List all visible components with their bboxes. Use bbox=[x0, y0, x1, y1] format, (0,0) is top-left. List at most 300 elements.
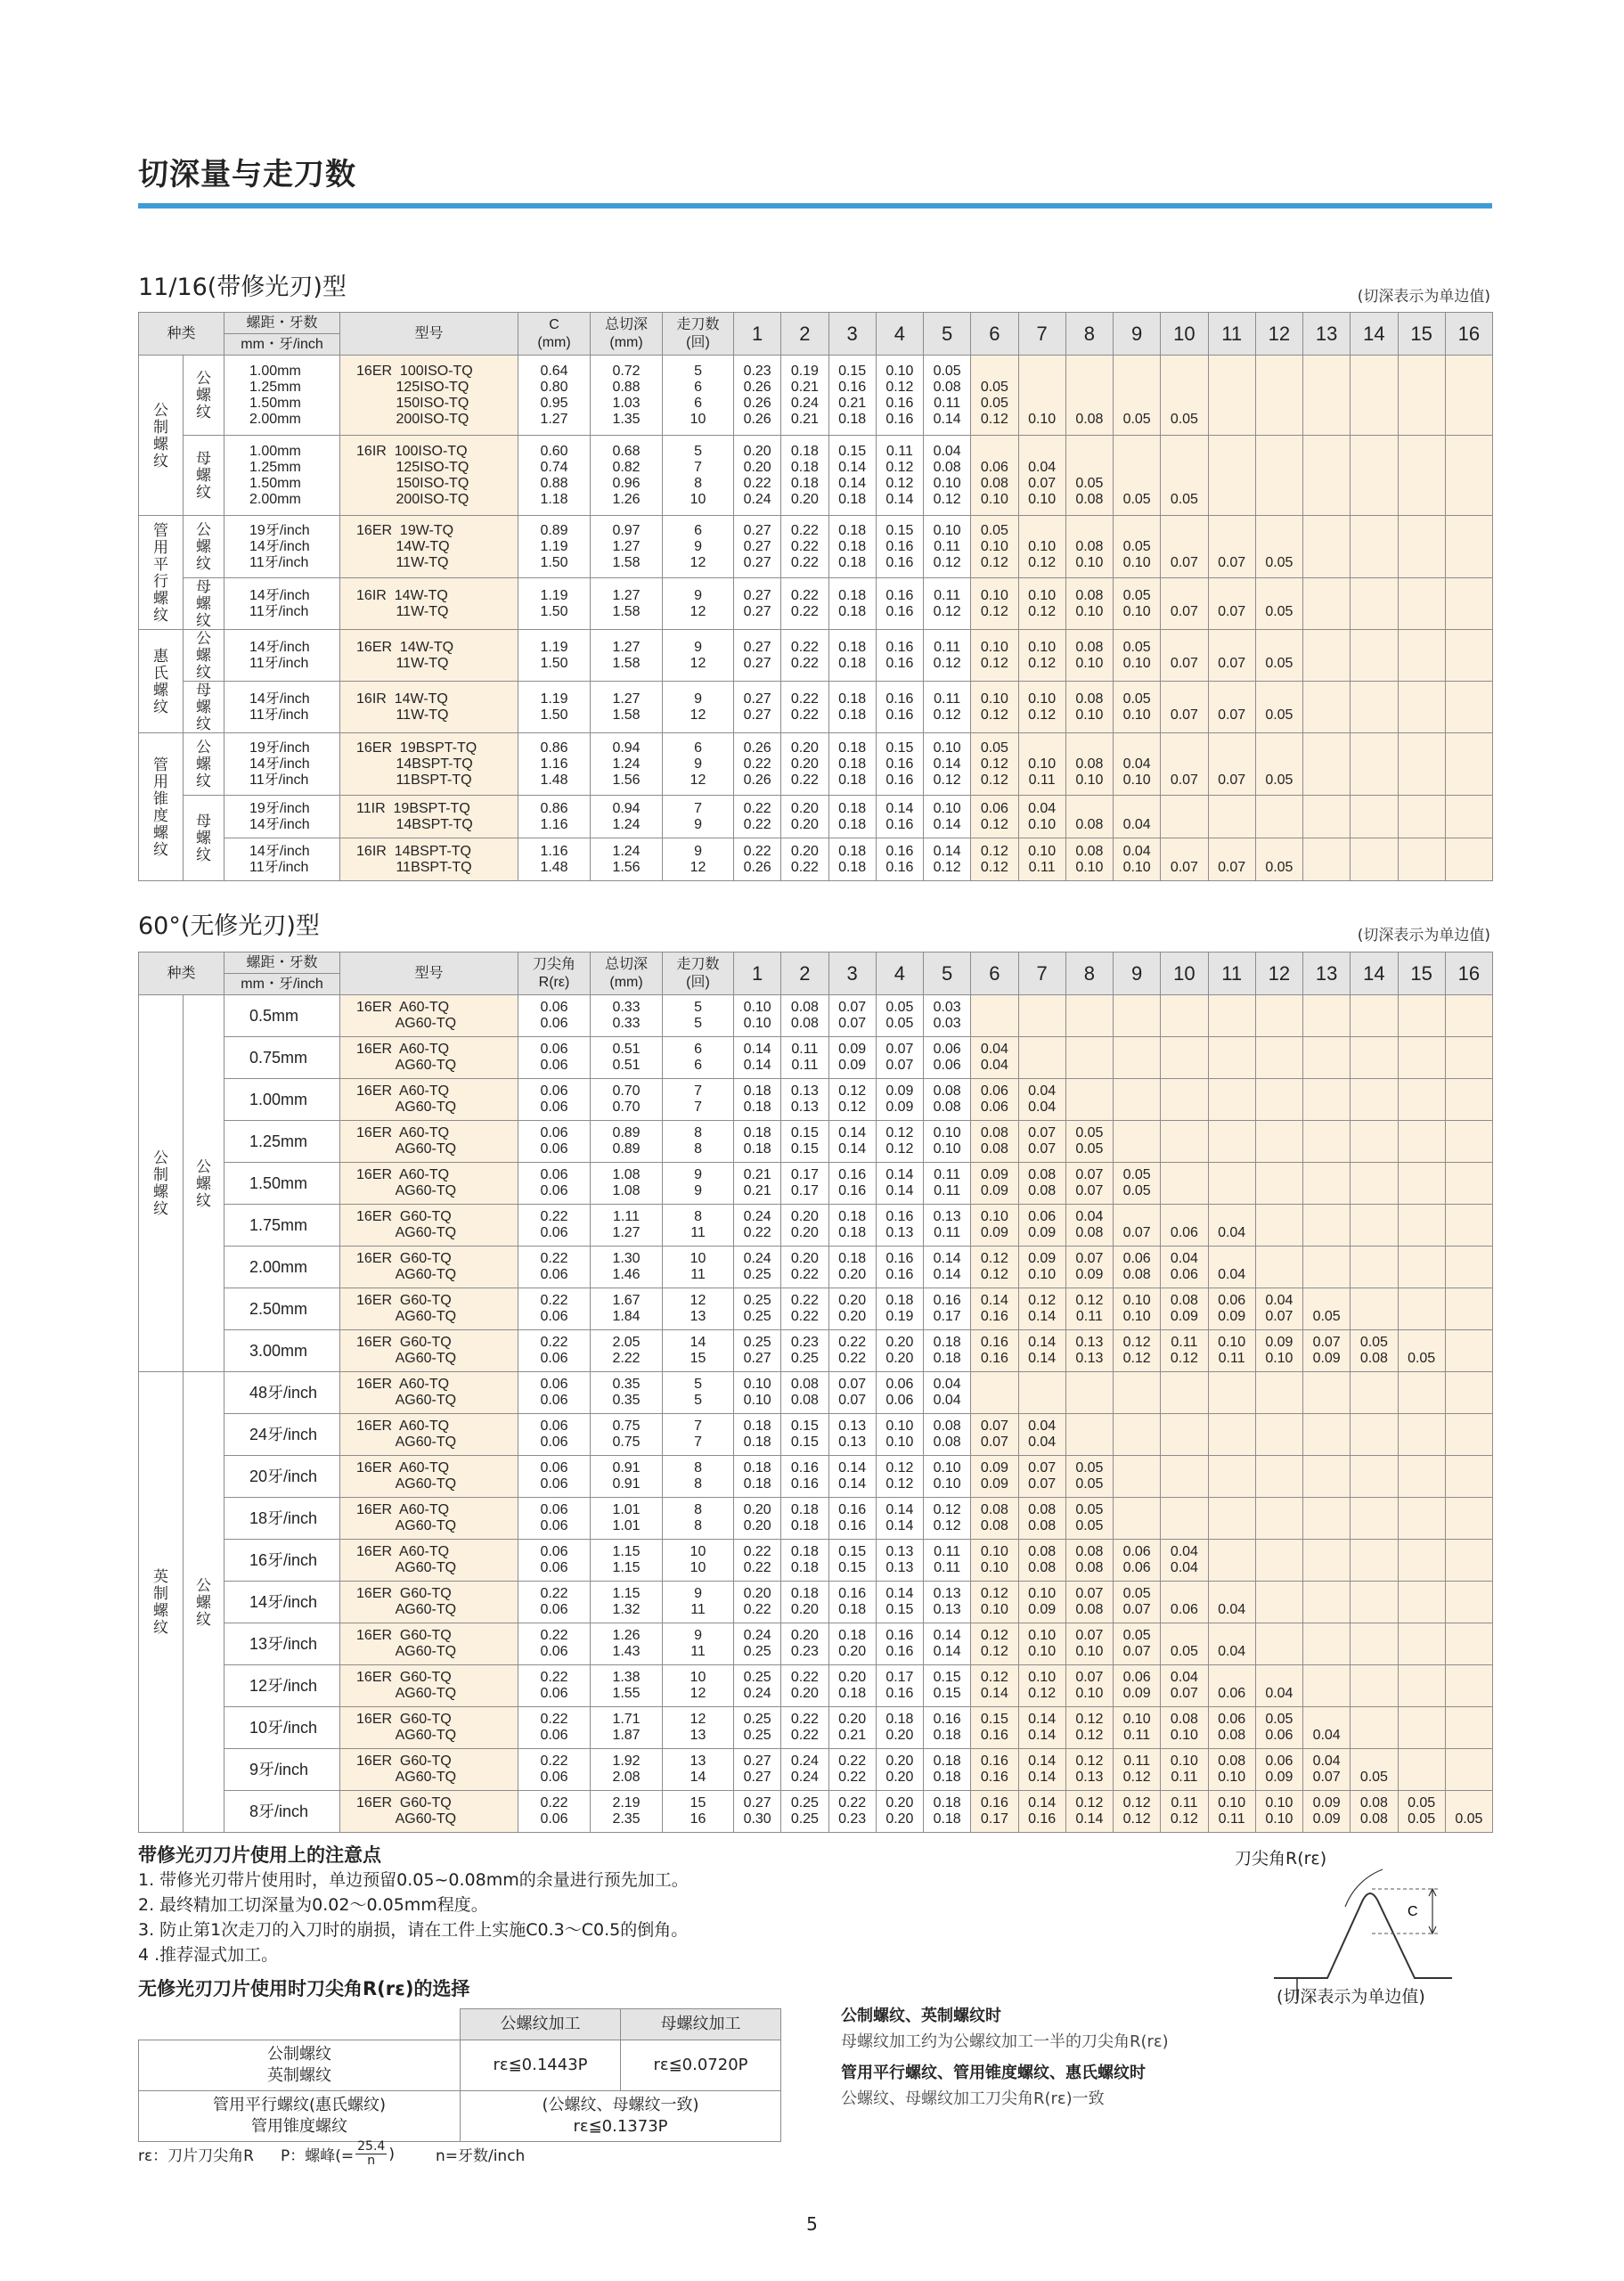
depth-cell: 0.20 0.20 bbox=[734, 1498, 781, 1540]
section1-title: 11/16(带修光刃)型 bbox=[138, 274, 347, 301]
depth-cell bbox=[1208, 436, 1255, 516]
depth-cell bbox=[1208, 1414, 1255, 1456]
depth-cell: 0.07 bbox=[1161, 733, 1208, 796]
sub-label: 公螺纹 bbox=[184, 995, 224, 1372]
passes-cell: 7 9 bbox=[663, 796, 734, 838]
table-row bbox=[139, 1121, 1493, 1163]
depth-cell: 0.22 0.22 bbox=[781, 1707, 828, 1749]
depth-cell: 0.22 0.20 bbox=[781, 1665, 828, 1707]
total-depth-cell: 0.75 0.75 bbox=[591, 1414, 663, 1456]
depth-cell: 0.20 0.20 bbox=[781, 796, 828, 838]
radius-cell: 0.06 0.06 bbox=[518, 1414, 591, 1456]
depth-cell bbox=[1445, 436, 1492, 516]
depth-cell bbox=[1445, 1330, 1492, 1372]
depth-cell bbox=[1303, 1456, 1351, 1498]
depth-cell: 0.06 0.08 bbox=[1208, 1707, 1255, 1749]
depth-cell bbox=[1351, 1665, 1398, 1707]
header-pass-16: 16 bbox=[1445, 952, 1492, 995]
depth-cell bbox=[1018, 995, 1065, 1037]
depth-cell bbox=[1303, 516, 1351, 578]
depth-cell: 0.07 bbox=[1208, 578, 1255, 630]
depth-cell bbox=[1398, 516, 1445, 578]
depth-cell bbox=[1208, 356, 1255, 436]
depth-cell bbox=[1255, 436, 1302, 516]
passes-cell: 6 6 bbox=[663, 1037, 734, 1079]
depth-cell bbox=[1255, 796, 1302, 838]
depth-cell: 0.20 0.20 bbox=[876, 1749, 923, 1791]
sub-label: 公螺纹 bbox=[184, 630, 224, 682]
model-cell: 16ER A60-TQ AG60-TQ bbox=[340, 1498, 518, 1540]
depth-cell: 0.10 0.09 bbox=[971, 1205, 1018, 1247]
passes-cell: 5 5 bbox=[663, 995, 734, 1037]
depth-cell: 0.04 bbox=[1255, 1665, 1302, 1707]
depth-cell: 0.12 0.12 bbox=[876, 1456, 923, 1498]
passes-cell: 8 8 bbox=[663, 1121, 734, 1163]
depth-cell bbox=[1303, 1037, 1351, 1079]
model-cell: 16ER G60-TQ AG60-TQ bbox=[340, 1288, 518, 1330]
header-pass-4: 4 bbox=[876, 313, 923, 356]
depth-cell: 0.12 0.14 bbox=[971, 1665, 1018, 1707]
depth-cell bbox=[1114, 1121, 1161, 1163]
depth-cell: 0.07 bbox=[1208, 682, 1255, 733]
depth-cell: 0.27 0.27 bbox=[734, 578, 781, 630]
pitch-cell: 19牙/inch 14牙/inch 11牙/inch bbox=[224, 733, 340, 796]
depth-cell: 0.04 0.07 bbox=[1255, 1288, 1302, 1330]
depth-cell: 0.27 0.30 bbox=[734, 1791, 781, 1833]
pitch-cell: 8牙/inch bbox=[224, 1791, 340, 1833]
depth-cell bbox=[1303, 1205, 1351, 1247]
depth-cell bbox=[1114, 1456, 1161, 1498]
depth-cell: 0.10 0.10 bbox=[971, 1540, 1018, 1582]
depth-cell: 0.05 0.06 bbox=[1255, 1707, 1302, 1749]
depth-cell: 0.03 0.03 bbox=[924, 995, 971, 1037]
depth-cell bbox=[1303, 1665, 1351, 1707]
depth-cell: 0.10 0.11 bbox=[1114, 1707, 1161, 1749]
side-note-heading: 公制螺纹、英制螺纹时 bbox=[841, 2007, 1001, 2025]
depth-cell: 0.12 0.12 bbox=[924, 1498, 971, 1540]
header-pass-5: 5 bbox=[924, 952, 971, 995]
depth-cell: 0.09 0.09 bbox=[1303, 1791, 1351, 1833]
depth-cell: 0.05 0.07 bbox=[1114, 1582, 1161, 1623]
model-cell: 16ER 14W-TQ 11W-TQ bbox=[340, 630, 518, 682]
depth-cell: 0.05 bbox=[1303, 1288, 1351, 1330]
pitch-cell: 10牙/inch bbox=[224, 1707, 340, 1749]
header-passes: 走刀数 (回) bbox=[663, 952, 734, 995]
depth-cell bbox=[1398, 995, 1445, 1037]
pitch-cell: 14牙/inch 11牙/inch bbox=[224, 838, 340, 881]
model-cell: 16ER A60-TQ AG60-TQ bbox=[340, 1037, 518, 1079]
passes-cell: 9 11 bbox=[663, 1582, 734, 1623]
table-row bbox=[139, 1707, 1493, 1749]
table-row bbox=[139, 1037, 1493, 1079]
passes-cell: 9 11 bbox=[663, 1623, 734, 1665]
depth-cell bbox=[1114, 1079, 1161, 1121]
depth-cell: 0.18 0.20 bbox=[876, 1707, 923, 1749]
depth-cell bbox=[1351, 1037, 1398, 1079]
depth-cell: 0.04 bbox=[1303, 1707, 1351, 1749]
depth-cell: 0.05 bbox=[1161, 436, 1208, 516]
depth-cell: 0.14 0.12 bbox=[924, 838, 971, 881]
depth-cell: 0.06 0.06 bbox=[971, 1079, 1018, 1121]
total-depth-cell: 1.08 1.08 bbox=[591, 1163, 663, 1205]
model-cell: 16IR 14BSPT-TQ 11BSPT-TQ bbox=[340, 838, 518, 881]
col-female: 母螺纹加工 bbox=[621, 2009, 781, 2040]
depth-cell: 0.18 0.18 bbox=[734, 1414, 781, 1456]
model-cell: 16IR 100ISO-TQ 125ISO-TQ 150ISO-TQ 200ISO-TQ bbox=[340, 436, 518, 516]
depth-cell: 0.04 0.10 bbox=[1114, 838, 1161, 881]
depth-cell: 0.08 0.08 bbox=[781, 995, 828, 1037]
depth-cell: 0.05 0.05 bbox=[1065, 1456, 1113, 1498]
header-pass-11: 11 bbox=[1208, 313, 1255, 356]
depth-cell: 0.07 0.07 bbox=[1018, 1121, 1065, 1163]
passes-cell: 12 13 bbox=[663, 1288, 734, 1330]
pitch-cell: 9牙/inch bbox=[224, 1749, 340, 1791]
row2-label: 管用平行螺纹(惠氏螺纹) 管用锥度螺纹 bbox=[139, 2091, 461, 2142]
depth-cell: 0.14 0.14 bbox=[924, 1247, 971, 1288]
depth-cell bbox=[1255, 1163, 1302, 1205]
depth-cell: 0.18 0.18 bbox=[828, 838, 876, 881]
depth-cell: 0.24 0.22 bbox=[734, 1205, 781, 1247]
depth-cell: 0.08 0.08 bbox=[1018, 1163, 1065, 1205]
selection-corner bbox=[139, 2009, 461, 2040]
depth-cell: 0.08 0.08 bbox=[924, 1414, 971, 1456]
depth-cell: 0.12 0.12 bbox=[876, 1121, 923, 1163]
depth-cell: 0.04 0.10 bbox=[1114, 733, 1161, 796]
depth-cell: 0.06 bbox=[1208, 1665, 1255, 1707]
total-depth-cell: 1.38 1.55 bbox=[591, 1665, 663, 1707]
depth-cell bbox=[1161, 1079, 1208, 1121]
model-cell: 16IR 14W-TQ 11W-TQ bbox=[340, 682, 518, 733]
depth-cell: 0.10 0.12 bbox=[1018, 630, 1065, 682]
depth-cell bbox=[1303, 1414, 1351, 1456]
depth-cell bbox=[1398, 1414, 1445, 1456]
model-cell: 16ER G60-TQ AG60-TQ bbox=[340, 1707, 518, 1749]
depth-cell: 0.10 0.12 bbox=[1018, 578, 1065, 630]
depth-cell bbox=[1208, 1372, 1255, 1414]
table-row bbox=[139, 682, 1493, 733]
selection-title: 无修光刃刀片使用时刀尖角R(rε)的选择 bbox=[138, 1978, 470, 1999]
depth-cell: 0.12 0.11 bbox=[1065, 1288, 1113, 1330]
pitch-cell: 13牙/inch bbox=[224, 1623, 340, 1665]
depth-cell: 0.05 0.07 bbox=[1114, 1623, 1161, 1665]
radius-selection-table bbox=[138, 2008, 781, 2142]
passes-cell: 12 13 bbox=[663, 1707, 734, 1749]
depth-cell: 0.11 0.12 bbox=[1161, 1330, 1208, 1372]
depth-cell bbox=[1161, 1121, 1208, 1163]
depth-cell: 0.18 0.18 bbox=[828, 796, 876, 838]
depth-cell bbox=[1445, 733, 1492, 796]
depth-cell: 0.06 bbox=[1161, 1205, 1208, 1247]
total-depth-cell: 2.05 2.22 bbox=[591, 1330, 663, 1372]
pitch-cell: 14牙/inch 11牙/inch bbox=[224, 578, 340, 630]
passes-cell: 7 7 bbox=[663, 1079, 734, 1121]
depth-cell: 0.24 0.24 bbox=[781, 1749, 828, 1791]
total-depth-cell: 0.97 1.27 1.58 bbox=[591, 516, 663, 578]
depth-cell bbox=[1255, 1456, 1302, 1498]
radius-cell: 0.22 0.06 bbox=[518, 1582, 591, 1623]
depth-cell: 0.20 0.20 bbox=[876, 1791, 923, 1833]
passes-cell: 14 15 bbox=[663, 1330, 734, 1372]
depth-cell: 0.12 0.12 bbox=[1114, 1791, 1161, 1833]
radius-cell: 0.22 0.06 bbox=[518, 1247, 591, 1288]
depth-cell: 0.16 0.16 bbox=[828, 1498, 876, 1540]
passes-cell: 15 16 bbox=[663, 1791, 734, 1833]
depth-cell bbox=[1065, 1414, 1113, 1456]
depth-cell bbox=[1445, 1582, 1492, 1623]
depth-cell bbox=[1445, 1707, 1492, 1749]
depth-cell bbox=[1208, 1456, 1255, 1498]
depth-cell: 0.04 0.04 bbox=[971, 1037, 1018, 1079]
depth-cell bbox=[1445, 1205, 1492, 1247]
radius-cell: 0.22 0.06 bbox=[518, 1791, 591, 1833]
pitch-cell: 2.50mm bbox=[224, 1288, 340, 1330]
depth-cell: 0.08 0.08 bbox=[1351, 1791, 1398, 1833]
depth-cell bbox=[1398, 733, 1445, 796]
depth-cell bbox=[1303, 436, 1351, 516]
depth-cell: 0.04 bbox=[1208, 1623, 1255, 1665]
side-note-text: 公螺纹、母螺纹加工刀尖角R(rε)一致 bbox=[841, 2089, 1105, 2108]
section1-unit-note: (切深表示为单边值) bbox=[1357, 288, 1490, 306]
model-cell: 16ER 100ISO-TQ 125ISO-TQ 150ISO-TQ 200ISO-TQ bbox=[340, 356, 518, 436]
radius-cell: 0.22 0.06 bbox=[518, 1665, 591, 1707]
depth-cell: 0.08 bbox=[1065, 356, 1113, 436]
depth-cell: 0.25 0.27 bbox=[734, 1330, 781, 1372]
depth-cell bbox=[1445, 1498, 1492, 1540]
depth-cell: 0.05 bbox=[1255, 630, 1302, 682]
pitch-cell: 1.00mm 1.25mm 1.50mm 2.00mm bbox=[224, 436, 340, 516]
header-pass-12: 12 bbox=[1255, 313, 1302, 356]
side-note-heading: 管用平行螺纹、管用锥度螺纹、惠氏螺纹时 bbox=[841, 2064, 1146, 2082]
depth-cell: 0.12 0.10 bbox=[971, 1582, 1018, 1623]
depth-cell: 0.25 0.25 bbox=[734, 1707, 781, 1749]
depth-cell bbox=[1398, 1372, 1445, 1414]
depth-cell: 0.06 0.09 bbox=[1114, 1665, 1161, 1707]
depth-cell: 0.05 bbox=[1255, 682, 1302, 733]
depth-cell: 0.08 0.09 bbox=[1161, 1288, 1208, 1330]
legend-p-prefix: P：螺峰(= bbox=[281, 2147, 355, 2165]
model-cell: 16ER G60-TQ AG60-TQ bbox=[340, 1665, 518, 1707]
depth-cell bbox=[1351, 1582, 1398, 1623]
passes-cell: 10 10 bbox=[663, 1540, 734, 1582]
depth-cell: 0.05 0.10 bbox=[1114, 516, 1161, 578]
note-item: 1. 带修光刃带片使用时，单边预留0.05~0.08mm的余量进行预先加工。 bbox=[138, 1870, 689, 1890]
depth-cell: 0.05 bbox=[1255, 578, 1302, 630]
radius-cell: 0.22 0.06 bbox=[518, 1623, 591, 1665]
c-cell: 0.89 1.19 1.50 bbox=[518, 516, 591, 578]
total-depth-cell: 1.27 1.58 bbox=[591, 682, 663, 733]
depth-cell bbox=[1398, 1288, 1445, 1330]
model-cell: 16ER A60-TQ AG60-TQ bbox=[340, 1540, 518, 1582]
row2-value: (公螺纹、母螺纹一致) rε≦0.1373P bbox=[461, 2091, 781, 2142]
header-pass-8: 8 bbox=[1065, 313, 1113, 356]
depth-cell: 0.10 0.12 bbox=[971, 578, 1018, 630]
depth-cell: 0.05 bbox=[1255, 733, 1302, 796]
depth-cell: 0.04 0.07 0.10 bbox=[1018, 436, 1065, 516]
row1-male: rε≦0.1443P bbox=[461, 2040, 621, 2091]
total-depth-cell: 1.26 1.43 bbox=[591, 1623, 663, 1665]
depth-cell: 0.18 0.18 bbox=[734, 1079, 781, 1121]
depth-cell bbox=[1255, 1414, 1302, 1456]
passes-cell: 8 8 bbox=[663, 1456, 734, 1498]
note-item: 3. 防止第1次走刀的入刀时的崩损，请在工件上实施C0.3～C0.5的倒角。 bbox=[138, 1920, 689, 1940]
table-row bbox=[139, 1414, 1493, 1456]
cut-table-60 bbox=[138, 952, 1493, 1833]
depth-cell: 0.04 0.10 bbox=[1018, 796, 1065, 838]
page-title: 切深量与走刀数 bbox=[138, 157, 356, 192]
depth-cell: 0.22 0.23 bbox=[828, 1791, 876, 1833]
depth-cell bbox=[1445, 1749, 1492, 1791]
depth-cell: 0.08 0.08 bbox=[971, 1121, 1018, 1163]
depth-cell: 0.18 0.20 bbox=[828, 1247, 876, 1288]
depth-cell: 0.12 0.12 bbox=[971, 1247, 1018, 1288]
pitch-cell: 24牙/inch bbox=[224, 1414, 340, 1456]
passes-cell: 13 14 bbox=[663, 1749, 734, 1791]
kind-label: 管用平行螺纹 bbox=[139, 516, 184, 630]
depth-cell: 0.22 0.22 bbox=[781, 630, 828, 682]
total-depth-cell: 0.89 0.89 bbox=[591, 1121, 663, 1163]
depth-cell: 0.18 0.18 bbox=[734, 1121, 781, 1163]
depth-cell bbox=[1114, 1498, 1161, 1540]
depth-cell: 0.10 0.10 bbox=[1018, 1623, 1065, 1665]
depth-cell: 0.10 0.10 bbox=[924, 1121, 971, 1163]
depth-cell: 0.05 0.05 bbox=[1398, 1791, 1445, 1833]
depth-cell bbox=[1398, 1665, 1445, 1707]
depth-cell: 0.05 0.08 bbox=[1351, 1330, 1398, 1372]
total-depth-cell: 0.68 0.82 0.96 1.26 bbox=[591, 436, 663, 516]
depth-cell: 0.10 0.10 bbox=[1255, 1791, 1302, 1833]
header-pass-3: 3 bbox=[828, 952, 876, 995]
depth-cell: 0.04 0.07 bbox=[1161, 1665, 1208, 1707]
model-cell: 16ER G60-TQ AG60-TQ bbox=[340, 1623, 518, 1665]
depth-cell: 0.05 0.10 0.12 bbox=[971, 516, 1018, 578]
radius-cell: 0.06 0.06 bbox=[518, 1540, 591, 1582]
depth-cell bbox=[1445, 682, 1492, 733]
header-total-depth: 总切深 (mm) bbox=[591, 313, 663, 356]
model-cell: 16ER A60-TQ AG60-TQ bbox=[340, 1121, 518, 1163]
page-number: 5 bbox=[806, 2213, 818, 2235]
depth-cell bbox=[1445, 1121, 1492, 1163]
formula-legend bbox=[138, 2140, 525, 2168]
depth-cell bbox=[1445, 1163, 1492, 1205]
depth-cell: 0.08 0.10 bbox=[1161, 1707, 1208, 1749]
passes-cell: 9 12 bbox=[663, 630, 734, 682]
depth-cell: 0.08 0.08 bbox=[1018, 1540, 1065, 1582]
depth-cell: 0.07 bbox=[1161, 838, 1208, 881]
depth-cell: 0.14 0.16 bbox=[1018, 1791, 1065, 1833]
depth-cell: 0.07 0.09 bbox=[1065, 1247, 1113, 1288]
depth-cell bbox=[1351, 516, 1398, 578]
depth-cell: 0.05 0.05 bbox=[1065, 1121, 1113, 1163]
depth-cell bbox=[1208, 1079, 1255, 1121]
depth-cell bbox=[1018, 1372, 1065, 1414]
total-depth-cell: 0.72 0.88 1.03 1.35 bbox=[591, 356, 663, 436]
depth-cell: 0.06 0.09 bbox=[1018, 1205, 1065, 1247]
depth-cell bbox=[1398, 356, 1445, 436]
depth-cell bbox=[1255, 1205, 1302, 1247]
header-c: C (mm) bbox=[518, 313, 591, 356]
table-row bbox=[139, 1540, 1493, 1582]
depth-cell bbox=[1161, 796, 1208, 838]
depth-cell: 0.05 bbox=[1351, 1749, 1398, 1791]
depth-cell bbox=[1351, 838, 1398, 881]
depth-cell bbox=[1303, 733, 1351, 796]
c-cell: 1.19 1.50 bbox=[518, 630, 591, 682]
depth-cell: 0.14 0.14 bbox=[1018, 1749, 1065, 1791]
header-model: 型号 bbox=[340, 952, 518, 995]
header-pass-7: 7 bbox=[1018, 313, 1065, 356]
radius-cell: 0.06 0.06 bbox=[518, 1037, 591, 1079]
depth-cell bbox=[1255, 1582, 1302, 1623]
depth-cell: 0.17 0.16 bbox=[876, 1665, 923, 1707]
depth-cell: 0.15 0.16 bbox=[971, 1707, 1018, 1749]
depth-cell: 0.20 0.18 bbox=[828, 1665, 876, 1707]
depth-cell bbox=[1065, 1079, 1113, 1121]
total-depth-cell: 1.30 1.46 bbox=[591, 1247, 663, 1288]
depth-cell: 0.10 0.10 bbox=[734, 995, 781, 1037]
depth-cell bbox=[1351, 1205, 1398, 1247]
depth-cell: 0.14 0.14 bbox=[828, 1456, 876, 1498]
section2-unit-note: (切深表示为单边值) bbox=[1357, 927, 1490, 944]
depth-cell: 0.08 0.08 bbox=[924, 1079, 971, 1121]
depth-cell bbox=[1303, 1540, 1351, 1582]
kind-label: 公制螺纹 bbox=[139, 995, 184, 1372]
radius-cell: 0.06 0.06 bbox=[518, 1456, 591, 1498]
depth-cell: 0.18 0.18 0.18 0.20 bbox=[781, 436, 828, 516]
depth-cell bbox=[1351, 1163, 1398, 1205]
depth-cell bbox=[1351, 1623, 1398, 1665]
table-row bbox=[139, 796, 1493, 838]
total-depth-cell: 0.51 0.51 bbox=[591, 1037, 663, 1079]
depth-cell bbox=[971, 995, 1018, 1037]
depth-cell: 0.20 0.22 bbox=[734, 1582, 781, 1623]
notes-block bbox=[138, 1843, 689, 1967]
depth-cell bbox=[1351, 682, 1398, 733]
depth-cell: 0.13 0.13 bbox=[1065, 1330, 1113, 1372]
depth-cell: 0.09 0.09 bbox=[828, 1037, 876, 1079]
total-depth-cell: 0.33 0.33 bbox=[591, 995, 663, 1037]
header-pass-5: 5 bbox=[924, 313, 971, 356]
depth-cell: 0.14 0.14 bbox=[876, 1163, 923, 1205]
depth-cell: 0.14 0.14 bbox=[734, 1037, 781, 1079]
depth-cell: 0.25 0.24 bbox=[734, 1665, 781, 1707]
depth-cell: 0.04 0.08 0.10 0.12 bbox=[924, 436, 971, 516]
depth-cell: 0.19 0.21 0.24 0.21 bbox=[781, 356, 828, 436]
depth-cell: 0.05 bbox=[1255, 838, 1302, 881]
total-depth-cell: 1.15 1.15 bbox=[591, 1540, 663, 1582]
total-depth-cell: 1.11 1.27 bbox=[591, 1205, 663, 1247]
model-cell: 16ER G60-TQ AG60-TQ bbox=[340, 1330, 518, 1372]
header-pass-4: 4 bbox=[876, 952, 923, 995]
depth-cell: 0.22 0.22 bbox=[781, 1288, 828, 1330]
depth-cell: 0.16 0.13 bbox=[876, 1205, 923, 1247]
depth-cell: 0.08 0.10 bbox=[1065, 578, 1113, 630]
header-pitch-unit: mm・牙/inch bbox=[224, 334, 340, 356]
depth-cell bbox=[1303, 1247, 1351, 1288]
legend-n: n=牙数/inch bbox=[435, 2147, 526, 2165]
pitch-cell: 1.00mm bbox=[224, 1079, 340, 1121]
depth-cell: 0.16 0.16 bbox=[828, 1163, 876, 1205]
side-notes bbox=[841, 2003, 1169, 2112]
depth-cell: 0.14 0.14 bbox=[1018, 1330, 1065, 1372]
depth-cell bbox=[1065, 1372, 1113, 1414]
depth-cell: 0.20 0.23 bbox=[781, 1623, 828, 1665]
c-cell: 0.60 0.74 0.88 1.18 bbox=[518, 436, 591, 516]
depth-cell: 0.15 0.14 0.14 0.18 bbox=[828, 436, 876, 516]
depth-cell: 0.09 0.09 bbox=[971, 1456, 1018, 1498]
c-cell: 1.16 1.48 bbox=[518, 838, 591, 881]
diagram-note: (切深表示为单边值) bbox=[1277, 1987, 1425, 2007]
depth-cell bbox=[1351, 1247, 1398, 1288]
